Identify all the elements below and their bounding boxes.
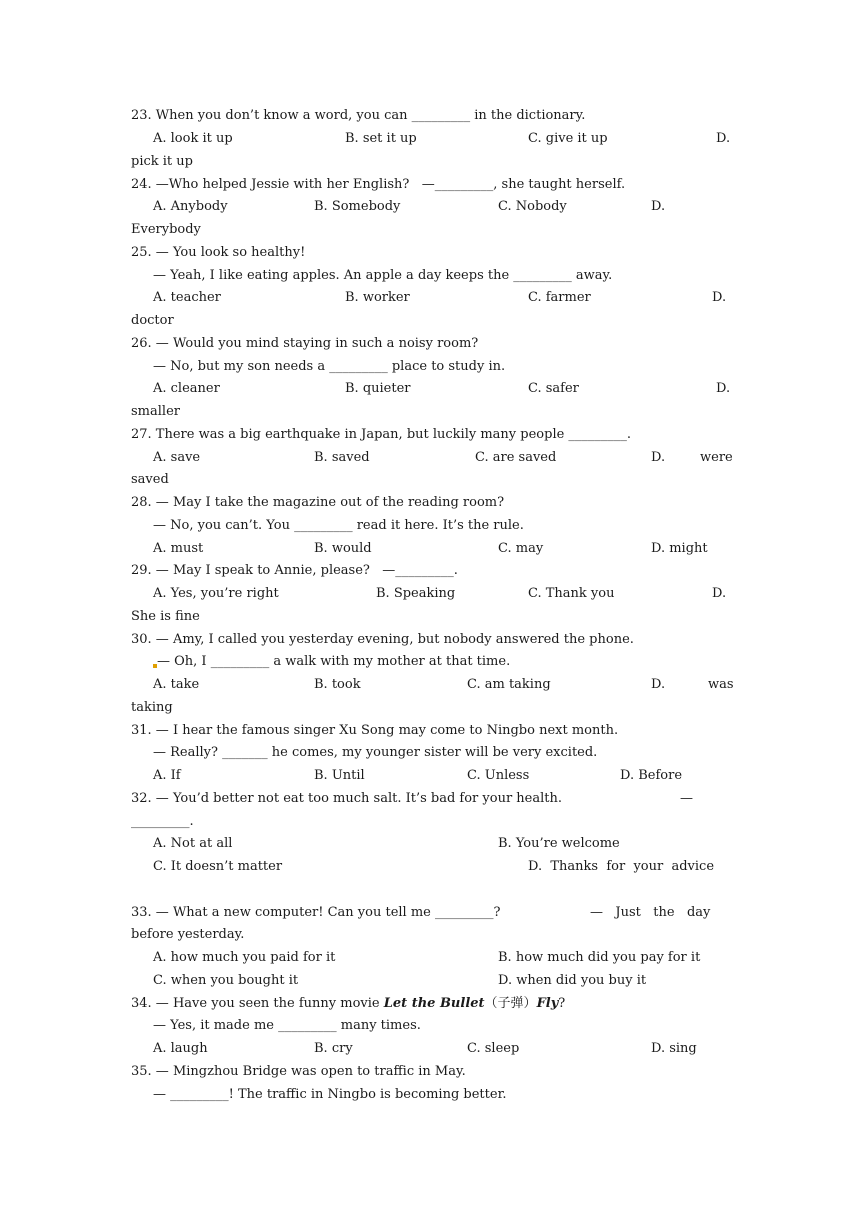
question-23-stem: 23. When you don’t know a word, you can _________ in the dictionary. <box>131 108 586 123</box>
option-a: A. save <box>153 450 201 465</box>
option-b: B. took <box>314 677 361 692</box>
question-mark: ? <box>558 996 566 1011</box>
option-c: C. Thank you <box>528 586 615 601</box>
question-34-stem <box>131 996 565 1012</box>
option-a: A. look it up <box>153 131 233 146</box>
option-a: A. Anybody <box>153 199 228 214</box>
option-d-text: Everybody <box>131 222 201 237</box>
stem-text: 34. — Have you seen the funny movie <box>131 996 384 1011</box>
option-a: A. laugh <box>153 1041 208 1056</box>
option-a: A. cleaner <box>153 381 220 396</box>
question-31-reply: — Really? _______ he comes, my younger sister will be very excited. <box>153 745 598 760</box>
question-35-reply: — _________! The traffic in Ningbo is becoming better. <box>153 1087 507 1102</box>
option-b: B. Somebody <box>314 199 401 214</box>
option-d: D. <box>651 199 666 214</box>
option-c: C. It doesn’t matter <box>153 859 283 874</box>
question-29-stem: 29. — May I speak to Annie, please? —_________. <box>131 563 458 578</box>
option-a: A. teacher <box>153 290 221 305</box>
option-c: C. are saved <box>475 450 557 465</box>
option-d: D. Thanks for your advice <box>528 859 715 874</box>
question-34-reply: — Yes, it made me _________ many times. <box>153 1018 421 1033</box>
question-25-reply: — Yeah, I like eating apples. An apple a day keeps the _________ away. <box>153 268 613 283</box>
option-d-text-cont: taking <box>131 700 173 715</box>
question-33-stem: 33. — What a new computer! Can you tell me _________? <box>131 905 501 920</box>
option-a: A. must <box>153 541 204 556</box>
option-c: C. Nobody <box>498 199 567 214</box>
question-32-stem: 32. — You’d better not eat too much salt. It’s bad for your health. <box>131 791 562 806</box>
option-b: B. cry <box>314 1041 353 1056</box>
movie-title-end: Fly <box>536 996 559 1011</box>
question-30-stem: 30. — Amy, I called you yesterday evening, but nobody answered the phone. <box>131 632 634 647</box>
option-a: A. Not at all <box>153 836 233 851</box>
option-d: D. when did you buy it <box>498 973 647 988</box>
option-a: A. how much you paid for it <box>153 950 336 965</box>
question-25-stem: 25. — You look so healthy! <box>131 245 306 260</box>
option-b: B. would <box>314 541 372 556</box>
option-b: B. You’re welcome <box>498 836 620 851</box>
option-d: D. <box>712 586 727 601</box>
option-d-text: pick it up <box>131 154 193 169</box>
option-c: C. safer <box>528 381 579 396</box>
option-c: C. am taking <box>467 677 551 692</box>
option-a: A. take <box>153 677 200 692</box>
question-32-blank: _________. <box>131 814 194 829</box>
option-d-text-cont: saved <box>131 472 169 487</box>
option-d: D. <box>716 381 731 396</box>
question-24-stem: 24. —Who helped Jessie with her English? —_________, she taught herself. <box>131 177 626 192</box>
option-b: B. quieter <box>345 381 411 396</box>
option-b: B. Until <box>314 768 365 783</box>
option-d-text: were <box>700 450 733 465</box>
option-d-text: was <box>708 677 734 692</box>
option-d-text: smaller <box>131 404 180 419</box>
option-d: D. <box>651 677 666 692</box>
question-28-reply: — No, you can’t. You _________ read it here. It’s the rule. <box>153 518 524 533</box>
option-b: B. Speaking <box>376 586 456 601</box>
option-d: D. sing <box>651 1041 697 1056</box>
option-d: D. <box>651 450 666 465</box>
option-a: A. Yes, you’re right <box>153 586 279 601</box>
option-d: D. Before <box>620 768 683 783</box>
movie-title: Let the Bullet <box>383 996 485 1011</box>
question-31-stem: 31. — I hear the famous singer Xu Song may come to Ningbo next month. <box>131 723 619 738</box>
option-c: C. when you bought it <box>153 973 299 988</box>
option-b: B. worker <box>345 290 410 305</box>
option-c: C. give it up <box>528 131 608 146</box>
question-32-dash: — <box>680 791 693 806</box>
question-35-stem: 35. — Mingzhou Bridge was open to traffic in May. <box>131 1064 466 1079</box>
question-28-stem: 28. — May I take the magazine out of the reading room? <box>131 495 505 510</box>
option-d: D. <box>712 290 727 305</box>
option-c: C. Unless <box>467 768 530 783</box>
option-c: C. sleep <box>467 1041 520 1056</box>
question-30-reply: — Oh, I _________ a walk with my mother at that time. <box>157 654 511 669</box>
question-33-reply: — Just the day <box>590 905 711 920</box>
question-26-stem: 26. — Would you mind staying in such a noisy room? <box>131 336 479 351</box>
question-33-reply-cont: before yesterday. <box>131 927 245 942</box>
option-d: D. <box>716 131 731 146</box>
option-d: D. might <box>651 541 708 556</box>
question-26-reply: — No, but my son needs a _________ place to study in. <box>153 359 506 374</box>
question-27-stem: 27. There was a big earthquake in Japan, but luckily many people _________. <box>131 427 632 442</box>
option-d-text: doctor <box>131 313 174 328</box>
option-a: A. If <box>153 768 181 783</box>
option-b: B. saved <box>314 450 370 465</box>
option-c: C. may <box>498 541 544 556</box>
option-c: C. farmer <box>528 290 591 305</box>
option-b: B. how much did you pay for it <box>498 950 701 965</box>
option-b: B. set it up <box>345 131 417 146</box>
option-d-text: She is fine <box>131 609 200 624</box>
movie-title-chinese: （子弹） <box>484 996 537 1011</box>
